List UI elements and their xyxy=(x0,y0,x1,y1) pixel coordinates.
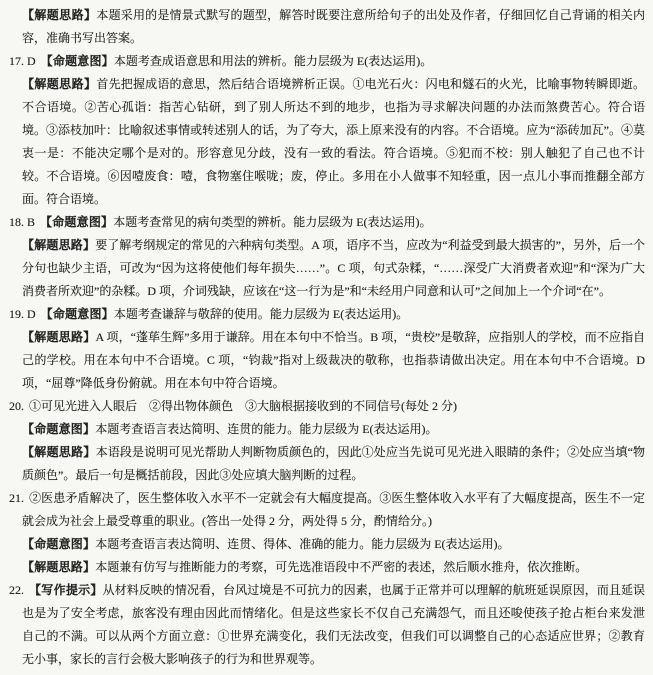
answer-paragraph xyxy=(9,234,645,303)
answer-paragraph xyxy=(9,50,645,73)
question-number: 17. D xyxy=(9,54,36,68)
section-label: 【命题意图】 xyxy=(40,307,114,321)
explanation-text: 本题考查语言表达简明、连贯、得体、准确的能力。能力层级为 E(表达运用)。 xyxy=(95,537,510,551)
answer-paragraph xyxy=(9,303,645,326)
section-label: 【解题思路】 xyxy=(22,238,96,252)
answer-paragraph xyxy=(9,441,645,487)
explanation-text: ①可见光进入人眼后 ②得出物体颜色 ③大脑根据接收到的不同信号(每处 2 分) xyxy=(29,399,457,413)
explanation-text: 本语段是说明可见光帮助人判断物质颜色的，因此①处应当先说可见光进入眼睛的条件；②处应当填“物质颜色”。最后一句是概括前段，因此③处应填大脑判断的过程。 xyxy=(22,445,645,482)
answer-paragraph xyxy=(9,579,645,671)
question-number: 20. xyxy=(9,399,24,413)
explanation-text: 本题考查语言表达简明、连贯的能力。能力层级为 E(表达运用)。 xyxy=(95,422,438,436)
section-label: 【解题思路】 xyxy=(22,8,97,22)
answer-paragraph xyxy=(9,533,645,556)
explanation-text: 本题考查常见的病句类型的辨析。能力层级为 E(表达运用)。 xyxy=(113,215,432,229)
answer-paragraph xyxy=(9,211,645,234)
section-label: 【命题意图】 xyxy=(22,422,96,436)
section-label: 【命题意图】 xyxy=(22,537,96,551)
section-label: 【解题思路】 xyxy=(22,560,96,574)
answer-paragraph xyxy=(9,326,645,395)
answer-paragraph xyxy=(9,395,645,418)
explanation-text: ②医患矛盾解决了，医生整体收入水平不一定就会有大幅度提高。③医生整体收入水平有了大幅度提高，医生不一定就会成为社会上最受尊重的职业。(答出一处得 2 分，两处得 5 分，酌情给分。) xyxy=(22,491,645,528)
explanation-text: 本题采用的是情景式默写的题型，解答时既要注意所给句子的出处及作者，仔细回忆自己背诵的相关内容，准确书写出答案。 xyxy=(22,8,645,45)
explanation-text: 从材料反映的情况看，台风过境是不可抗力的因素，也属于正常并可以理解的航班延误原因，而且延误也是为了安全考虑，旅客没有理由因此而情绪化。但是这些家长不仅自己充满怨气，而且还唆使孩子抢占柜台来发泄自己的不满。可以从两个方面立意：①世界充满变化，我们无法改变，但我们可以调整自己的心态适应世界；②教育无小事，家长的言行会极大影响孩子的行为和世界观等。 xyxy=(22,583,645,666)
question-number: 22. xyxy=(9,583,24,597)
answer-paragraph xyxy=(9,73,645,211)
section-label: 【命题意图】 xyxy=(40,215,114,229)
question-number: 21. xyxy=(9,491,24,505)
answer-paragraph xyxy=(9,418,645,441)
explanation-text: A 项，“蓬荜生辉”多用于谦辞。用在本句中不恰当。B 项，“贵校”是敬辞，应指别人的学校，而不应指自己的学校。用在本句中不合语境。C 项，“钧裁”指对上级裁决的敬称，也指恭请做出决定。用在本句中不合语境。D 项，“屈尊”降低身份俯就。用在本句中符合语境。 xyxy=(22,330,645,390)
explanation-text: 首先把握成语的意思，然后结合语境辨析正误。①电光石火：闪电和燧石的火光，比喻事物转瞬即逝。不合语境。②苦心孤诣：指苦心钻研，到了别人所达不到的地步，也指为寻求解决问题的办法而煞费苦心。符合语境。③添枝加叶：比喻叙述事情或转述别人的话，为了夸大，添上原来没有的内容。不合语境。应为“添砖加瓦”。④莫衷一是：不能决定哪个是对的。形容意见分歧，没有一致的看法。符合语境。⑤犯而不校：别人触犯了自己也不计较。不合语境。⑥因噎废食：噎，食物塞住喉咙；废，停止。多用在小人做事不知轻重，因一点儿小事而推翻全部方面。符合语境。 xyxy=(22,77,645,206)
answer-paragraph xyxy=(9,4,645,50)
explanation-text: 本题考查成语意思和用法的辨析。能力层级为 E(表达运用)。 xyxy=(113,54,433,68)
question-number: 18. B xyxy=(9,215,36,229)
section-label: 【解题思路】 xyxy=(22,330,96,344)
answer-paragraph xyxy=(9,556,645,579)
answer-paragraph xyxy=(9,487,645,533)
section-label: 【解题思路】 xyxy=(22,445,96,459)
explanation-text: 本题考查谦辞与敬辞的使用。能力层级为 E(表达运用)。 xyxy=(113,307,409,321)
explanation-text: 要了解考纲规定的常见的六种病句类型。A 项，语序不当，应改为“利益受到最大损害的”，另外，后一个分句也缺少主语，可改为“因为这将使他们每年损失……”。C 项，句式杂糅，“……深受广大消费者欢迎”和“深为广大消费者所欢迎”的杂糅。D 项，介词残缺，应该在“这一行为是”和“未经用户同意和认可”之间加上一个介词“在”。 xyxy=(22,238,645,298)
explanation-text: 本题兼有仿写与推断能力的考察，可先选准语段中不严密的表述，然后顺水推舟，依次推断。 xyxy=(95,560,588,574)
section-label: 【解题思路】 xyxy=(22,77,97,91)
section-label: 【写作提示】 xyxy=(29,583,103,597)
question-number: 19. D xyxy=(9,307,36,321)
section-label: 【命题意图】 xyxy=(40,54,114,68)
